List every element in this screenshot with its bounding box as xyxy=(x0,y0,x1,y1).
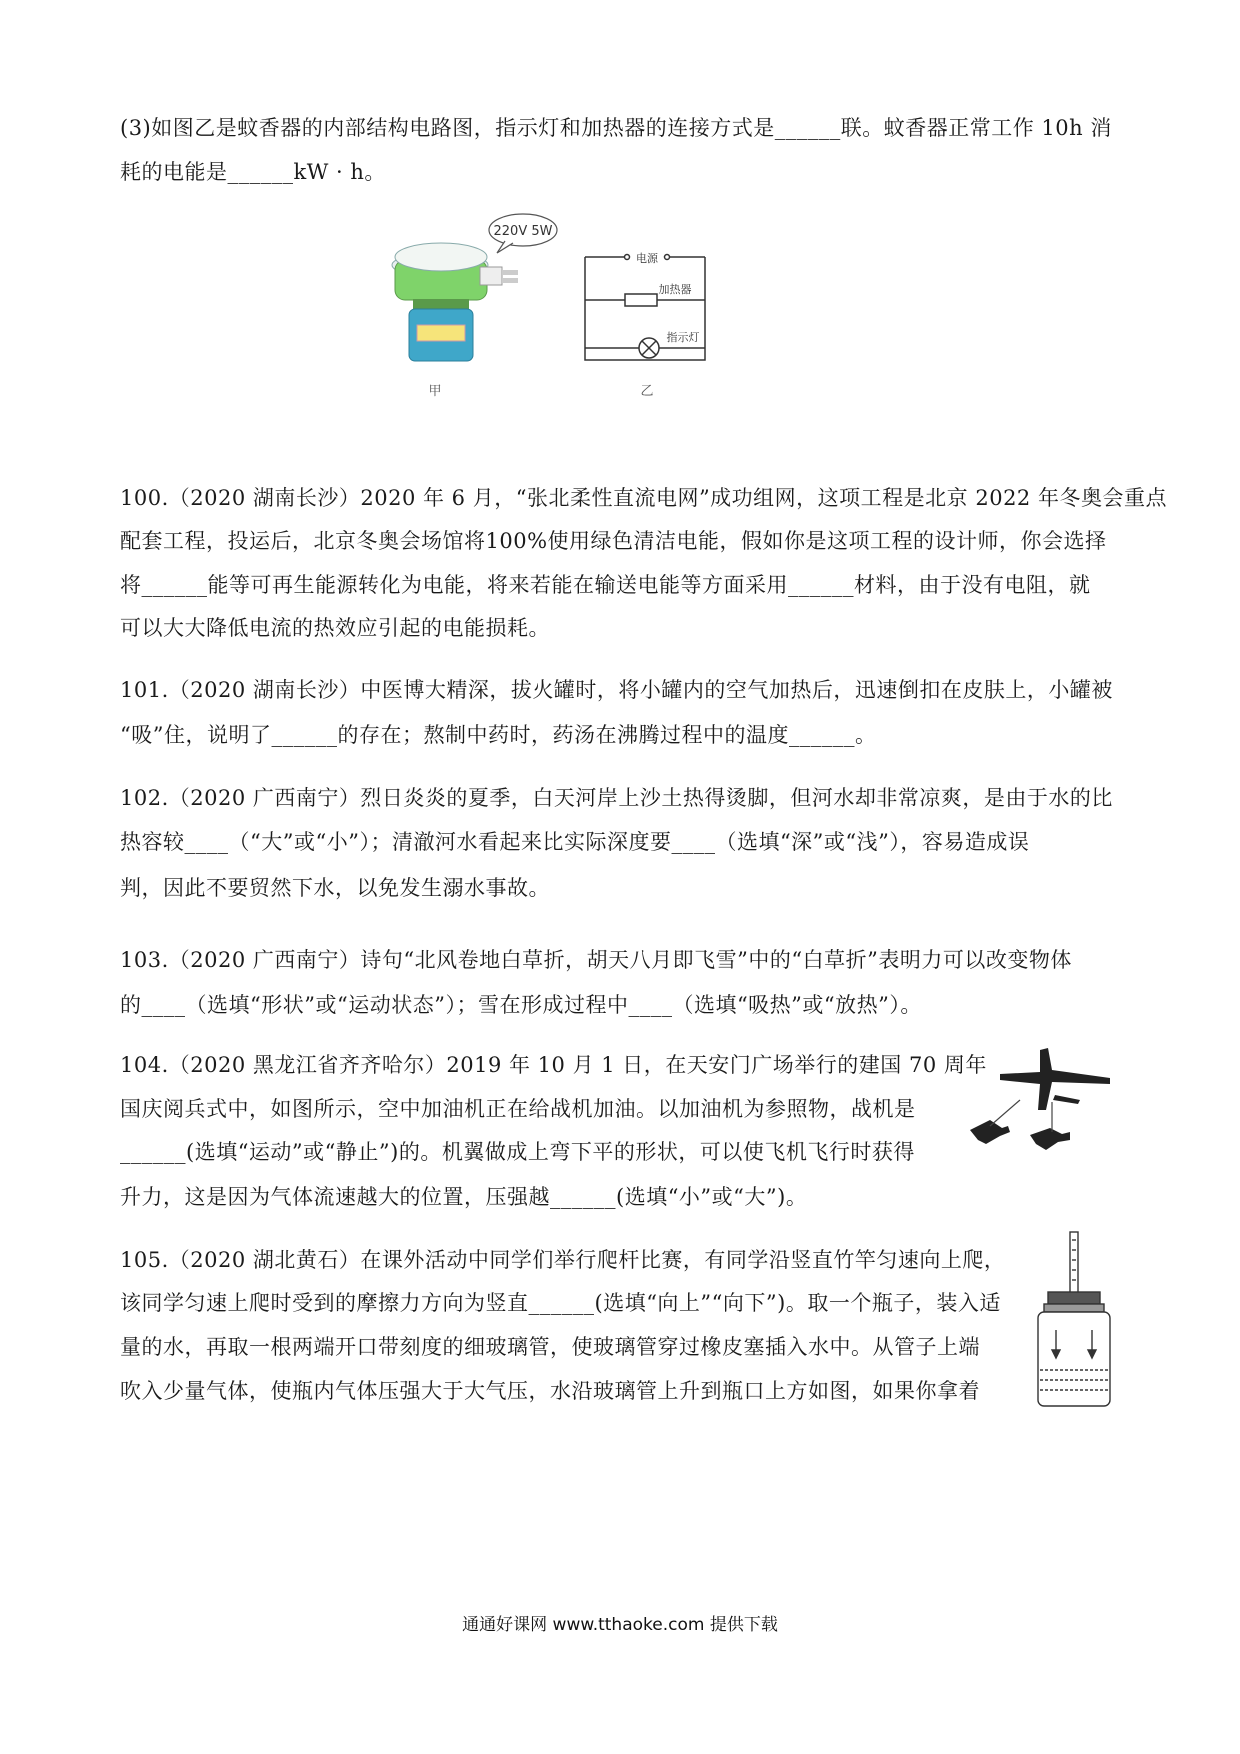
q100-line-1: 100.（2020 湖南长沙）2020 年 6 月，“张北柔性直流电网”成功组网，这项工程是北京 2022 年冬奥会重点 xyxy=(120,486,1167,510)
aircraft-illustration xyxy=(960,1040,1125,1160)
q102-line-2: 热容较____（“大”或“小”）；清澈河水看起来比实际深度要____（选填“深”或“浅”），容易造成误 xyxy=(120,830,1030,854)
q104-line-4: 升力，这是因为气体流速越大的位置，压强越______(选填“小”或“大”)。 xyxy=(120,1185,808,1209)
q103-line-2: 的____（选填“形状”或“运动状态”）；雪在形成过程中____（选填“吸热”或“放热”）。 xyxy=(120,993,922,1017)
q102-line-1: 102.（2020 广西南宁）烈日炎炎的夏季，白天河岸上沙土热得烫脚，但河水却非常凉爽，是由于水的比 xyxy=(120,786,1113,810)
q105-line-4: 吹入少量气体，使瓶内气体压强大于大气压，水沿玻璃管上升到瓶口上方如图，如果你拿着 xyxy=(120,1379,980,1403)
circuit-heater-label: 加热器 xyxy=(658,283,692,296)
q104-line-3: ______(选填“运动”或“静止”)的。机翼做成上弯下平的形状，可以使飞机飞行时获得 xyxy=(120,1140,915,1164)
q100-line-4: 可以大大降低电流的热效应引起的电能损耗。 xyxy=(120,616,550,640)
q100-line-2: 配套工程，投运后，北京冬奥会场馆将100%使用绿色清洁电能，假如你是这项工程的设计师，你会选择 xyxy=(120,529,1107,553)
figure-refueling-aircraft xyxy=(960,1040,1125,1160)
figure-bottle-tube xyxy=(1030,1230,1120,1410)
bubble-label: 220V 5W xyxy=(493,224,553,239)
q105-line-3: 量的水，再取一根两端开口带刻度的细玻璃管，使玻璃管穿过橡皮塞插入水中。从管子上端 xyxy=(120,1335,980,1359)
q103-line-1: 103.（2020 广西南宁）诗句“北风卷地白草折，胡天八月即飞雪”中的“白草折”表明力可以改变物体 xyxy=(120,948,1072,972)
figure-repeller-circuit xyxy=(385,205,710,405)
caption-yi: 乙 xyxy=(640,384,654,399)
bottle-tube-illustration xyxy=(1030,1230,1120,1410)
q3-line-2: 耗的电能是______kW · h。 xyxy=(120,160,386,184)
circuit-power-label: 电源 xyxy=(636,252,658,265)
mosquito-repeller-image xyxy=(392,243,518,361)
q100-line-3: 将______能等可再生能源转化为电能，将来若能在输送电能等方面采用______材料，由于没有电阻，就 xyxy=(120,573,1091,597)
q102-line-3: 判，因此不要贸然下水，以免发生溺水事故。 xyxy=(120,876,550,900)
circuit-lamp-label: 指示灯 xyxy=(666,331,700,344)
circuit-diagram xyxy=(585,255,705,361)
repeller-circuit-illustration xyxy=(385,205,710,405)
q3-line-1: (3)如图乙是蚊香器的内部结构电路图，指示灯和加热器的连接方式是______联。蚊香器正常工作 10h 消 xyxy=(120,116,1112,140)
q101-line-1: 101.（2020 湖南长沙）中医博大精深，拔火罐时，将小罐内的空气加热后，迅速倒扣在皮肤上，小罐被 xyxy=(120,678,1113,702)
q105-line-2: 该同学匀速上爬时受到的摩擦力方向为竖直______(选填“向上”“向下”)。取一个瓶子，装入适 xyxy=(120,1291,1001,1315)
q105-line-1: 105.（2020 湖北黄石）在课外活动中同学们举行爬杆比赛，有同学沿竖直竹竿匀速向上爬， xyxy=(120,1248,1006,1272)
caption-jia: 甲 xyxy=(428,384,442,399)
q101-line-2: “吸”住，说明了______的存在；熬制中药时，药汤在沸腾过程中的温度______。 xyxy=(120,723,877,747)
q104-line-1: 104.（2020 黑龙江省齐齐哈尔）2019 年 10 月 1 日，在天安门广场举行的建国 70 周年 xyxy=(120,1053,987,1077)
q104-line-2: 国庆阅兵式中，如图所示，空中加油机正在给战机加油。以加油机为参照物，战机是 xyxy=(120,1097,916,1121)
page-footer: 通通好课网 www.tthaoke.com 提供下载 xyxy=(462,1615,778,1635)
